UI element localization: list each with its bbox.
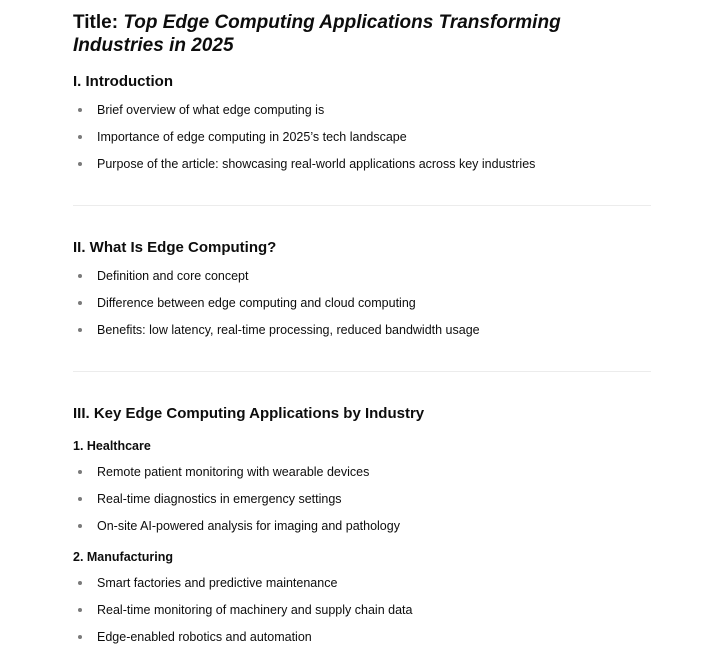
healthcare-list (73, 463, 400, 544)
list-item: Purpose of the article: showcasing real-world applications across key industries (73, 155, 535, 182)
list-item: Edge-enabled robotics and automation (73, 628, 412, 655)
list-item: Benefits: low latency, real-time processing, reduced bandwidth usage (73, 321, 480, 348)
list-item: Brief overview of what edge computing is (73, 101, 535, 128)
list-item: Definition and core concept (73, 267, 480, 294)
manufacturing-list (73, 574, 412, 655)
list-item: On-site AI-powered analysis for imaging and pathology (73, 517, 400, 544)
subsection-heading-manufacturing: 2. Manufacturing (73, 550, 174, 564)
list-item: Real-time diagnostics in emergency settings (73, 490, 400, 517)
list-item: Smart factories and predictive maintenance (73, 574, 412, 601)
section-heading-key-applications: III. Key Edge Computing Applications by Industry (73, 405, 425, 422)
page-title (73, 11, 651, 57)
definition-list (73, 267, 480, 348)
section-divider (73, 205, 651, 206)
title-prefix: Title: (73, 12, 119, 33)
section-divider (73, 371, 651, 372)
title-text: Top Edge Computing Applications Transforming Industries in 2025 (73, 12, 561, 56)
list-item: Remote patient monitoring with wearable devices (73, 463, 400, 490)
list-item: Importance of edge computing in 2025’s tech landscape (73, 128, 535, 155)
list-item: Real-time monitoring of machinery and supply chain data (73, 601, 412, 628)
subsection-heading-healthcare: 1. Healthcare (73, 439, 151, 453)
section-heading-what-is-edge-computing: II. What Is Edge Computing? (73, 239, 277, 256)
introduction-list (73, 101, 535, 182)
list-item: Difference between edge computing and cloud computing (73, 294, 480, 321)
section-heading-introduction: I. Introduction (73, 73, 173, 90)
